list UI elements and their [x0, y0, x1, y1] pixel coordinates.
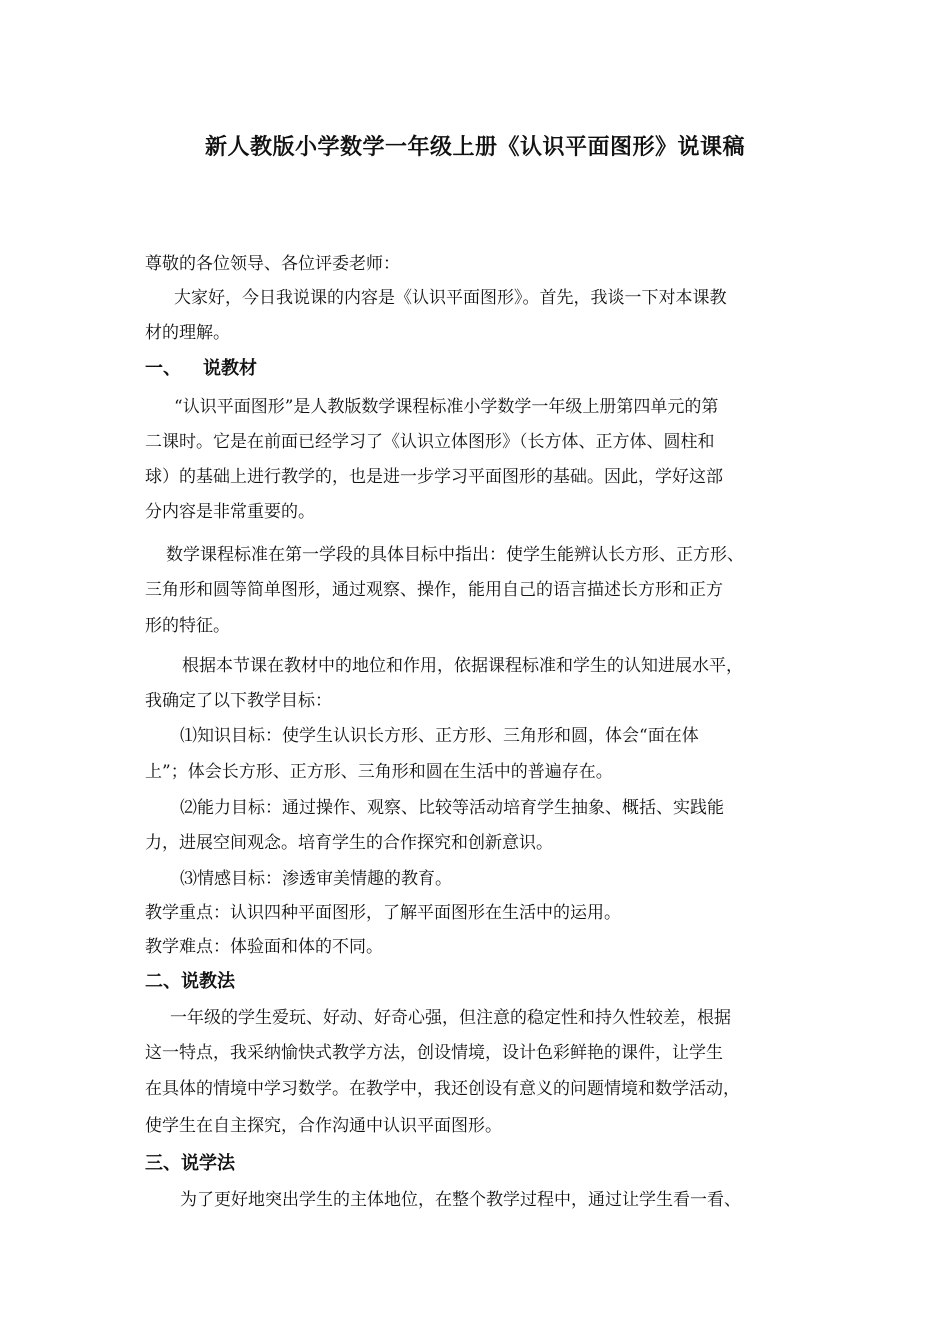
paragraph-line: 二课时。它是在前面已经学习了《认识立体图形》（长方体、正方体、圆柱和	[145, 432, 715, 452]
paragraph-line: 数学课程标准在第一学段的具体目标中指出：使学生能辨认长方形、正方形、	[166, 545, 744, 565]
section-number: 一、	[145, 358, 181, 379]
intro-line-2: 材的理解。	[145, 323, 230, 343]
goal-line: ⑴知识目标：使学生认识长方形、正方形、三角形和圆，体会“面在体	[180, 726, 699, 746]
paragraph-line: 为了更好地突出学生的主体地位，在整个教学过程中，通过让学生看一看、	[180, 1190, 741, 1210]
paragraph-line: 这一特点，我采纳愉快式教学方法，创设情境，设计色彩鲜艳的课件，让学生	[145, 1043, 723, 1063]
paragraph-line: 分内容是非常重要的。	[145, 502, 315, 522]
paragraph-line: 三角形和圆等简单图形，通过观察、操作，能用自己的语言描述长方形和正方	[145, 580, 723, 600]
section-title: 说教材	[203, 358, 257, 379]
goal-line: 力，进展空间观念。培育学生的合作探究和创新意识。	[145, 833, 553, 853]
paragraph-line: 使学生在自主探究，合作沟通中认识平面图形。	[145, 1116, 502, 1136]
greeting: 尊敬的各位领导、各位评委老师：	[145, 254, 400, 274]
section-heading-1	[145, 356, 257, 382]
goal-line: 上”；体会长方形、正方形、三角形和圆在生活中的普遍存在。	[145, 762, 613, 782]
document-title: 新人教版小学数学一年级上册《认识平面图形》说课稿	[204, 135, 745, 160]
goal-line: ⑵能力目标：通过操作、观察、比较等活动培育学生抽象、概括、实践能	[180, 798, 724, 818]
section-heading-2: 二、说教法	[145, 971, 235, 992]
key-point: 教学重点：认识四种平面图形，了解平面图形在生活中的运用。	[145, 903, 621, 923]
paragraph-line: 形的特征。	[145, 616, 230, 636]
paragraph-line: 我确定了以下教学目标：	[145, 691, 332, 711]
goal-line: ⑶情感目标：渗透审美情趣的教育。	[180, 869, 452, 889]
paragraph-line: 根据本节课在教材中的地位和作用，依据课程标准和学生的认知进展水平，	[182, 656, 743, 676]
paragraph-line: 在具体的情境中学习数学。在教学中，我还创设有意义的问题情境和数学活动，	[145, 1079, 740, 1099]
intro-line-1: 大家好，今日我说课的内容是《认识平面图形》。首先，我谈一下对本课教	[174, 288, 727, 308]
paragraph-line: 球）的基础上进行教学的，也是进一步学习平面图形的基础。因此，学好这部	[145, 467, 723, 487]
section-heading-3: 三、说学法	[145, 1153, 235, 1174]
difficult-point: 教学难点：体验面和体的不同。	[145, 937, 383, 957]
paragraph-line: “认识平面图形”是人教版数学课程标准小学数学一年级上册第四单元的第	[174, 397, 719, 417]
paragraph-line: 一年级的学生爱玩、好动、好奇心强，但注意的稳定性和持久性较差，根据	[170, 1008, 731, 1028]
